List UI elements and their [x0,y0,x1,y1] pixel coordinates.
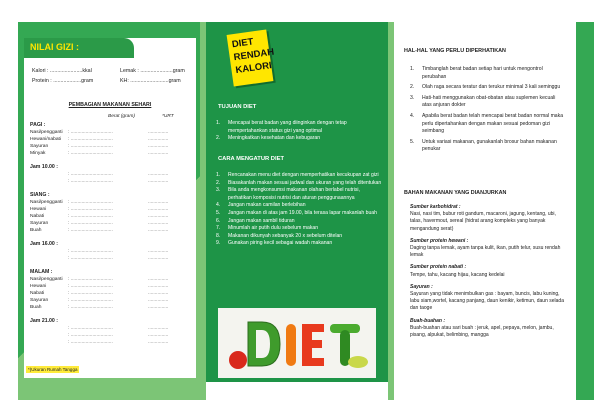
meal-row [30,284,190,289]
list-number: 9. [216,240,221,247]
meal-row [30,249,190,254]
tujuan-title: TUJUAN DIET [218,104,257,110]
meal-row [30,144,190,149]
list-number: 4. [216,202,221,209]
meal-row-label: Nabati [30,291,45,296]
urt-blank: ............... [148,151,169,156]
vegetable-letters-image [218,308,376,378]
meal-row [30,214,190,219]
col-urt: *URT [162,114,174,119]
meal-row-label: Hewani/nabati [30,137,61,142]
tujuan-list [216,120,382,143]
lemak-field: Lemak : ......................gram [120,68,185,74]
list-text: Rencanakan menu diet dengan memperhatikan kecukupan zat gizi [228,172,379,178]
weight-blank: : ............................... [68,298,113,303]
list-text: Apabila berat badan telah mencapai berat badan normal maka perlu dipertahankan dengan makan sesuai pedoman gizi seimbang [422,112,564,135]
food-group [410,264,566,278]
meal-row [30,221,190,226]
title-line-1: DIET [231,36,255,51]
food-list [410,204,566,344]
meal-title: PAGI : [30,122,46,128]
weight-blank: : ............................... [68,200,113,205]
right-edge-band [576,22,594,400]
meal-row-label: Sayuran [30,298,49,303]
urt-blank: ............... [148,144,169,149]
list-text: Jangan makan di atas jam 19.00, bila terasa lapar makanlah buah [228,209,377,216]
meal-title: Jam 16.00 : [30,241,58,247]
list-item [410,95,566,110]
col-berat: Berat (gram) [108,114,135,119]
meal-row-label: Nasi/pengganti [30,200,63,205]
urt-blank: ............... [148,256,169,261]
panel-anjuran [394,22,576,400]
food-group-title: Sayuran : [410,283,433,290]
list-text: Biasakanlah makan sesuai jadwal dan ukuran yang telah ditentukan [228,179,382,186]
list-number: 5. [216,209,221,216]
list-text: Olah raga secara teratur dan terukur minimal 3 kali seminggu [422,84,561,91]
weight-blank: : ............................... [68,144,113,149]
meal-row [30,277,190,282]
meal-title: Jam 10.00 : [30,164,58,170]
urt-blank: ............... [148,137,169,142]
meal-row-label: Sayuran [30,221,49,226]
panel-footer-band [394,378,576,400]
nilai-gizi-card [24,38,196,378]
list-item [216,135,382,143]
food-group-title: Sumber protein nabati : [410,264,467,271]
urt-blank: ............... [148,326,169,331]
meal-row [30,326,190,331]
weight-blank: : ............................... [68,228,113,233]
list-text: Jangan makan camilan berlebihan [228,202,306,209]
meal-row [30,291,190,296]
weight-blank: : ............................... [68,207,113,212]
list-item [216,120,382,135]
weight-blank: : ............................... [68,137,113,142]
list-text: Gunakan piring kecil sebagai wadah makanan [228,240,333,247]
food-group-title: Sumber karbohidrat : [410,204,461,210]
meal-row-label: Sayuran [30,144,49,149]
title-badge [227,29,274,86]
list-item [410,113,566,136]
list-item [410,139,566,154]
leaflet-title [231,33,277,77]
list-item [410,84,566,92]
bahan-title: BAHAN MAKANAN YANG DIANJURKAN [404,190,507,196]
weight-blank: : ............................... [68,130,113,135]
list-item [216,180,382,188]
urt-blank: ............... [148,291,169,296]
meal-row [30,200,190,205]
urt-blank: ............... [148,284,169,289]
list-number: 2. [216,179,221,186]
hal-list [410,66,566,157]
list-text: Minumlah air putih dulu sebelum makan [228,225,319,232]
list-number: 2. [410,84,415,91]
weight-blank: : ............................... [68,249,113,254]
food-group [410,318,566,340]
vegetable-diet-photo [218,308,376,378]
weight-blank: : ............................... [68,291,113,296]
meal-row [30,172,190,177]
urt-blank: ............... [148,172,169,177]
list-text: Timbanglah berat badan setiap hari untuk mengontrol perubahan [422,66,543,80]
urt-blank: ............... [148,207,169,212]
protein-field: Protein : ...................gram [32,78,94,84]
list-text: Jangan makan sambil tiduran [228,217,295,224]
list-text: Untuk variasi makanan, gunakanlah brosur bahan makanan penukar [422,138,557,153]
list-item [216,218,382,226]
list-number: 1. [216,120,221,126]
food-group-text: Nasi, nasi tim, bubur roti gandum, macaroni, jagung, kentang, ubi, talas, havermout, sereal (hidrat arang kompleks yang banyak mengandung serat) [410,211,556,232]
meal-row-label: Nasi/pengganti [30,277,63,282]
urt-blank: ............... [148,200,169,205]
weight-blank: : ............................... [68,277,113,282]
weight-blank: : ............................... [68,172,113,177]
meal-row [30,298,190,303]
urt-blank: ............... [148,249,169,254]
list-number: 7. [216,225,221,232]
food-group-text: Daging tanpa lemak, ayam tanpa kulit, ikan, putih telur, susu rendah lemak [410,245,561,259]
meal-row [30,130,190,135]
list-text: Meningkatkan kesehatan dan kebugaran [228,135,321,142]
weight-blank: : ............................... [68,340,113,345]
list-item [216,240,382,248]
panel-footer-band [206,382,388,400]
urt-blank: ............... [148,277,169,282]
plan-title: PEMBAGIAN MAKANAN SEHARI [68,102,152,108]
food-group-title: Sumber protein hewani : [410,237,469,244]
list-number: 3. [410,94,415,101]
title-line-3: KALORI [234,60,273,77]
meal-row-label: Buah [30,305,42,310]
weight-blank: : ............................... [68,333,113,338]
title-line-2: RENDAH [233,46,275,64]
meal-row [30,151,190,156]
list-text: Hati-hati menggunakan obat-obatan atau suplemen kecuali atas anjuran dokter [422,94,556,109]
kalori-field: Kalori : ......................kkal [32,68,92,74]
urt-blank: ............... [148,333,169,338]
weight-blank: : ............................... [68,326,113,331]
list-text: Bila anda mengkonsumsi makanan olahan berlabel nutrisi, perhatikan komposisi nutrisi dan aturan penggunaannya [228,187,360,201]
kh-field: KH: ..........................gram [120,78,181,84]
meal-title: SIANG : [30,192,50,198]
meal-title: Jam 21.00 : [30,318,58,324]
meal-row [30,137,190,142]
meal-row [30,228,190,233]
list-item [216,202,382,210]
cara-title: CARA MENGATUR DIET [218,156,285,162]
list-number: 4. [410,112,415,119]
urt-blank: ............... [148,130,169,135]
list-number: 1. [216,172,221,178]
list-number: 2. [216,135,221,142]
meal-row-label: Nabati [30,214,45,219]
meal-row-label: Minyak [30,151,46,156]
list-number: 3. [216,187,221,194]
list-number: 5. [410,138,415,145]
weight-blank: : ............................... [68,284,113,289]
list-number: 8. [216,232,221,239]
food-group-text: Buah-buahan atau sari buah : jeruk, apel, pepaya, melon, jambu, pisang, alpukat, belimbing, mangga [410,324,554,339]
top-margin [0,0,594,22]
meal-row-label: Hewani [30,207,47,212]
urt-blank: ............... [148,298,169,303]
meal-row-label: Buah [30,228,42,233]
nilai-gizi-header: NILAI GIZI : [24,38,134,58]
urt-blank: ............... [148,179,169,184]
food-group [410,284,566,313]
list-text: Mencapai berat badan yang diinginkan dengan tetap mempertahankan status gizi yang optimal [228,120,347,134]
urt-note: *)Ukuran Rumah Tangga [28,367,78,372]
meal-row-label: Nasi/pengganti [30,130,63,135]
meal-row [30,340,190,345]
panel-footer-band [18,378,200,400]
urt-blank: ............... [148,305,169,310]
meal-row [30,179,190,184]
meal-row [30,333,190,338]
weight-blank: : ............................... [68,214,113,219]
weight-blank: : ............................... [68,221,113,226]
list-item [216,172,382,180]
panel-nilai-gizi [18,22,200,400]
list-item [216,210,382,218]
food-group [410,204,566,233]
list-number: 1. [410,66,415,72]
meal-row [30,207,190,212]
meal-row [30,305,190,310]
food-group-title: Buah-buahan : [410,317,445,324]
meal-title: MALAM : [30,269,53,275]
weight-blank: : ............................... [68,151,113,156]
bottom-margin [0,400,594,420]
list-item [216,187,382,202]
meal-row-label: Hewani [30,284,47,289]
urt-blank: ............... [148,228,169,233]
weight-blank: : ............................... [68,305,113,310]
meal-row [30,256,190,261]
urt-blank: ............... [148,340,169,345]
urt-blank: ............... [148,221,169,226]
list-item [216,233,382,241]
hal-title: HAL-HAL YANG PERLU DIPERHATIKAN [404,48,506,54]
list-number: 6. [216,217,221,224]
list-text: Makanan dikunyah sebanyak 20 x sebelum ditelan [228,232,343,239]
cara-list [216,172,382,248]
weight-blank: : ............................... [68,179,113,184]
food-group-text: Tempe, tahu, kacang hijau, kacang kedelai [410,271,505,278]
weight-blank: : ............................... [68,256,113,261]
panel-diet [206,22,388,400]
urt-blank: ............... [148,214,169,219]
list-item [410,66,566,81]
leaflet-page [18,22,576,400]
list-item [216,225,382,233]
food-group-text: Sayuran yang tidak menimbulkan gas : bayam, buncis, labu kuning, labu siam,wortel, kacang panjang, daun kenikir, ketimun, daun selada dan taoge [410,291,564,312]
food-group [410,238,566,260]
